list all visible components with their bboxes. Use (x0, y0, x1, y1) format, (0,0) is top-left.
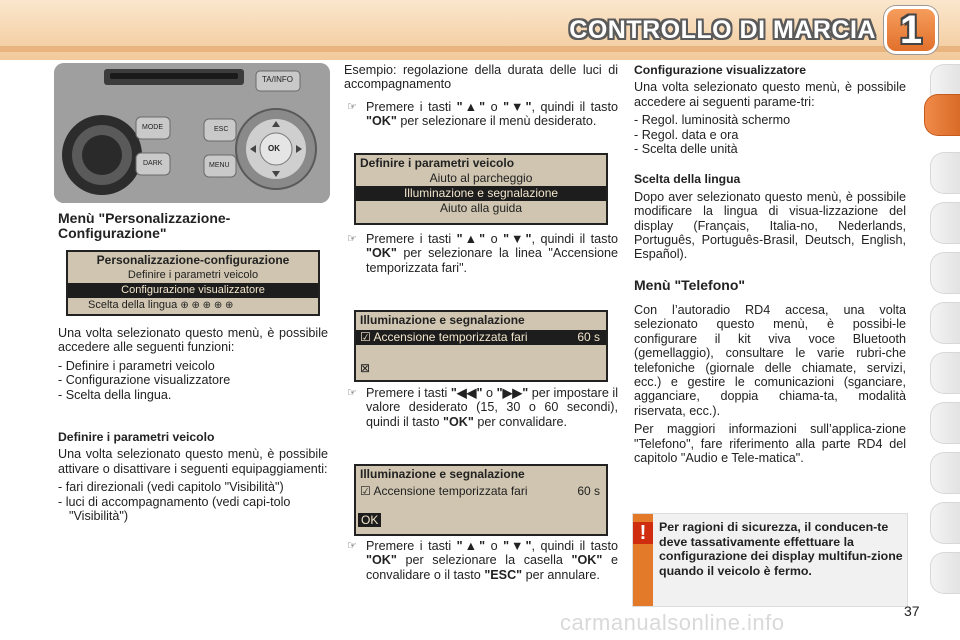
lcd-screen-parametri (354, 153, 608, 225)
exclamation-icon: ! (633, 522, 653, 544)
pointing-hand-icon: ☞ (347, 233, 357, 245)
lcd-row-label: Accensione temporizzata fari (373, 484, 528, 498)
step-text: e convalidare o il tasto (366, 553, 618, 582)
list-item: - Scelta della lingua. (58, 388, 328, 402)
pointing-hand-icon: ☞ (347, 540, 357, 552)
section-text-telefono: Con l’autoradio RD4 accesa, una volta selezionato questo menù, è possibi-le configurare il kit viva voce Bluetooth (gemellaggio), consultare le varie rubri-che telefoniche (giornale delle chiamate, servizi, ecc.) e gestire le comunicazioni (sganciare, agganciare, doppia chiama-ta, modalità riservata, ecc.). (634, 302, 906, 418)
step-text: per selezionare il menù desiderato. (396, 114, 597, 129)
section-text-parametri: Una volta selezionato questo menù, è possibile attivare o disattivare i seguenti equipaggiamenti: (58, 447, 328, 476)
step-text: o (485, 232, 504, 246)
list-item: - Regol. luminosità schermo (634, 113, 906, 127)
dark-button-label: DARK (143, 160, 163, 167)
key-up: "▲" (456, 99, 486, 114)
menu-button-label: MENU (209, 162, 230, 169)
key-up: "▲" (456, 539, 486, 553)
lcd-ok-selected: OK (358, 513, 381, 527)
list-item: - luci di accompagnamento (vedi capi-tolo "Visibilità") (58, 495, 328, 524)
lcd-menu-item-selected: Configurazione visualizzatore (68, 283, 318, 298)
step-text: , quindi il tasto (531, 99, 618, 114)
key-up: "▲" (456, 232, 486, 246)
pointing-hand-icon: ☞ (347, 387, 357, 399)
step-text: Premere i tasti (366, 539, 457, 553)
pointing-hand-icon: ☞ (347, 100, 357, 113)
lcd-menu-item: Aiuto alla guida (439, 201, 523, 215)
page-title: CONTROLLO DI MARCIA (569, 16, 876, 44)
lcd-screen-illuminazione-2 (354, 464, 608, 536)
section-title-visualizzatore: Configurazione visualizzatore (634, 63, 807, 77)
function-list (58, 359, 328, 402)
step-text: , quindi il tasto (531, 232, 618, 246)
lcd-row-value: 60 s (577, 330, 600, 344)
lcd-menu-item (68, 298, 318, 313)
display-settings-list (634, 113, 906, 156)
lcd-header: Definire i parametri veicolo (356, 155, 606, 171)
warning-text: Per ragioni di sicurezza, il conducen-te deve tassativamente effettuare la configurazione dei display multifun-zione quando il veicolo è fermo. (659, 520, 903, 578)
chapter-tab[interactable] (930, 352, 960, 394)
section-text-lingua: Dopo aver selezionato questo menù, è possibile modificare la lingua di visua-lizzazione del display (Français, Italia-no, Nederlands, Português, Português-Brasil, Deutsch, English, Español). (634, 189, 906, 262)
step-text: per convalidare. (473, 414, 567, 429)
ta-info-button-label: TA/INFO (262, 75, 293, 84)
key-down: "▼" (503, 539, 532, 553)
key-ok: "OK" (443, 414, 474, 429)
key-ok: "OK" (366, 246, 397, 261)
section-title-telefono: Menù "Telefono" (634, 276, 746, 293)
step-2 (344, 232, 618, 275)
step-text: o (485, 539, 504, 553)
step-1 (344, 100, 618, 129)
lcd-header: Illuminazione e segnalazione (356, 466, 606, 482)
middle-step-2 (344, 232, 618, 275)
chapter-tab[interactable] (930, 402, 960, 444)
step-3 (344, 386, 618, 429)
key-rewind: "◀◀" (450, 386, 483, 400)
chapter-tab[interactable] (930, 552, 960, 594)
step-text: per selezionare la casella (396, 553, 572, 568)
list-item: - Regol. data e ora (634, 128, 906, 142)
lcd-screen-personalizzazione (66, 250, 320, 316)
section-text-telefono-info: Per maggiori informazioni sull’applica-zione "Telefono", fare riferimento alla parte RD4 del capitolo "Audio e Tele-matica". (634, 422, 906, 465)
step-text: , quindi il tasto (531, 539, 618, 553)
key-ok: "OK" (366, 114, 397, 129)
section-title-personalizzazione: Menù "Personalizzazione-Configurazione" (58, 210, 231, 241)
step-text: per annulare. (522, 567, 600, 582)
chapter-tabs (924, 62, 960, 622)
key-down: "▼" (503, 232, 532, 246)
chapter-badge: 1 (884, 6, 938, 54)
section-text-visualizzatore: Una volta selezionato questo menù, è possibile accedere ai seguenti parame-tri: (634, 80, 906, 109)
chapter-tab[interactable] (930, 302, 960, 344)
chapter-tab[interactable] (930, 152, 960, 194)
mode-button-label: MODE (142, 124, 163, 131)
step-text: Premere i tasti (366, 386, 451, 400)
right-column-text (634, 63, 906, 469)
key-forward: "▶▶" (496, 386, 529, 400)
key-down: "▼" (503, 99, 532, 114)
step-text: o (485, 99, 504, 114)
section-title-lingua: Scelta della lingua (634, 172, 741, 187)
step-4 (344, 539, 618, 582)
left-column-text (58, 326, 328, 523)
intro-text: Una volta selezionato questo menù, è possibile accedere alle seguenti funzioni: (58, 326, 328, 355)
step-text: Premere i tasti (366, 99, 457, 114)
esc-button-label: ESC (214, 126, 229, 133)
lcd-menu-item-selected: Illuminazione e segnalazione (356, 186, 606, 201)
middle-step-3 (344, 386, 618, 429)
lcd-menu-item-selected: ☑ Accensione temporizzata fari 60 s (356, 330, 606, 345)
section-title-parametri: Definire i parametri veicolo (58, 430, 215, 445)
list-item: - Configurazione visualizzatore (58, 373, 328, 387)
lcd-ok-box: ⊠ (360, 361, 371, 375)
safety-warning-box (632, 513, 908, 607)
step-text: Premere i tasti (366, 232, 457, 246)
lcd-header: Personalizzazione-configurazione (68, 252, 318, 268)
lcd-header: Illuminazione e segnalazione (356, 312, 606, 328)
lcd-ok-box (356, 513, 606, 528)
list-item: - Definire i parametri veicolo (58, 359, 328, 373)
lcd-menu-item-label: Scelta della lingua (88, 299, 178, 311)
step-text: per impostare il valore desiderato (15, 30 o 60 secondi), quindi il tasto (366, 386, 618, 429)
example-text: Esempio: regolazione della durata delle luci di accompagnamento (344, 63, 618, 92)
chapter-tab[interactable] (930, 502, 960, 544)
chapter-tab[interactable] (930, 452, 960, 494)
key-esc: "ESC" (484, 567, 523, 582)
key-ok: "OK" (571, 553, 603, 568)
watermark: carmanualsonline.info (560, 610, 785, 635)
list-item: - fari direzionali (vedi capitolo "Visibilità") (58, 480, 328, 494)
step-text: per selezionare la linea "Accensione temporizzata fari". (366, 246, 618, 275)
lcd-row-value: 60 s (577, 484, 600, 498)
chapter-tab[interactable] (930, 252, 960, 294)
page-number: 37 (904, 603, 920, 619)
list-item: - Scelta delle unità (634, 142, 906, 156)
lcd-menu-item: Definire i parametri veicolo (127, 269, 259, 281)
lcd-menu-item: Aiuto al parcheggio (429, 171, 533, 185)
lcd-row-label: Accensione temporizzata fari (373, 330, 528, 344)
equipment-list (58, 480, 328, 523)
chapter-tab[interactable] (930, 202, 960, 244)
lcd-menu-item: ☑ Accensione temporizzata fari 60 s (356, 484, 606, 499)
key-ok: "OK" (366, 553, 397, 568)
radio-control-panel-photo (54, 63, 330, 203)
chapter-tab-active[interactable] (924, 94, 960, 136)
middle-column-intro (344, 63, 618, 129)
ok-button-label: OK (268, 144, 280, 153)
middle-step-4 (344, 539, 618, 582)
lcd-screen-illuminazione-1 (354, 310, 608, 382)
flag-icons: ⊕ ⊕ ⊕ ⊕ ⊕ (180, 300, 234, 311)
step-text: o (482, 386, 497, 400)
